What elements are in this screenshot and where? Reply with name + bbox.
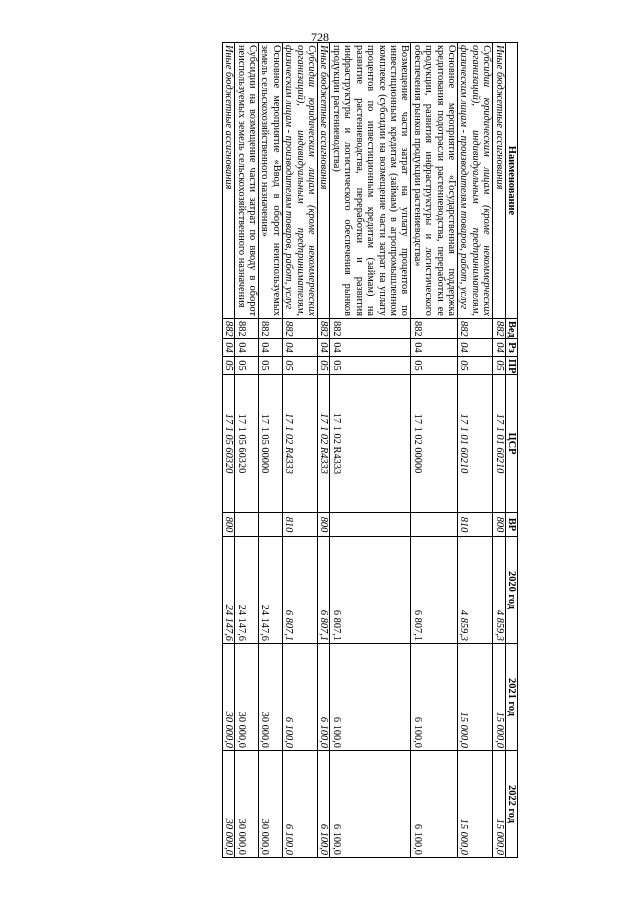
cell-vr (259, 513, 283, 537)
cell-vr (330, 513, 411, 537)
header-2021: 2021 год (505, 644, 517, 751)
table-row (411, 43, 458, 858)
cell-csr: 17 1 05 60320 (235, 375, 259, 513)
cell-pr: 05 (235, 357, 259, 375)
cell-ved: 882 (318, 319, 330, 339)
cell-rz: 04 (282, 339, 317, 357)
cell-ved: 882 (259, 319, 283, 339)
cell-rz: 04 (235, 339, 259, 357)
cell-2021: 30 000,0 (222, 644, 234, 751)
cell-2022: 30 000,0 (235, 751, 259, 858)
cell-name: Иные бюджетные ассигнования (318, 43, 330, 319)
table-row (318, 43, 330, 858)
cell-2021: 6 100,0 (318, 644, 330, 751)
cell-name: Иные бюджетные ассигнования (493, 43, 505, 319)
cell-vr (235, 513, 259, 537)
cell-csr: 17 1 02 R4333 (282, 375, 317, 513)
header-csr: ЦСР (505, 375, 517, 513)
cell-rz: 04 (259, 339, 283, 357)
cell-2020: 6 807,1 (330, 537, 411, 644)
cell-name: Субсидии на возмещение части затрат по вводу в оборот неиспользуемых земель сельскохозяйственного назначения (235, 43, 259, 319)
cell-csr: 17 1 02 R4333 (318, 375, 330, 513)
cell-pr: 05 (222, 357, 234, 375)
cell-2022: 15 000,0 (493, 751, 505, 858)
cell-2022: 6 100,0 (318, 751, 330, 858)
cell-rz: 04 (493, 339, 505, 357)
cell-name: Субсидии юридическим лицам (кроме некоммерческих организаций), индивидуальным предпринимателям, физическим лицам - производителям товаров, работ, услуг (457, 43, 492, 319)
table-header-row (505, 43, 517, 858)
header-rz: Рз (505, 339, 517, 357)
cell-2022: 6 100,0 (411, 751, 458, 858)
cell-ved: 882 (493, 319, 505, 339)
cell-pr: 05 (411, 357, 458, 375)
cell-csr: 17 1 05 60320 (222, 375, 234, 513)
cell-vr: 800 (493, 513, 505, 537)
header-2022: 2022 год (505, 751, 517, 858)
cell-2020: 24 147,6 (235, 537, 259, 644)
cell-name: Субсидии юридическим лицам (кроме некоммерческих организаций), индивидуальным предпринимателям, физическим лицам - производителям товаров, работ, услуг (282, 43, 317, 319)
cell-pr: 05 (259, 357, 283, 375)
header-name: Наименование (505, 43, 517, 319)
cell-2021: 15 000,0 (493, 644, 505, 751)
cell-vr (411, 513, 458, 537)
cell-2022: 6 100,0 (282, 751, 317, 858)
table-row (235, 43, 259, 858)
cell-2021: 6 100,0 (282, 644, 317, 751)
header-ved: Вед (505, 319, 517, 339)
cell-rz: 04 (330, 339, 411, 357)
cell-ved: 882 (282, 319, 317, 339)
cell-2020: 6 807,1 (411, 537, 458, 644)
cell-2020: 6 807,1 (282, 537, 317, 644)
cell-vr: 810 (457, 513, 492, 537)
cell-ved: 882 (330, 319, 411, 339)
header-vr: ВР (505, 513, 517, 537)
cell-name: Возмещение части затрат на уплату процентов по инвестиционным кредитам (займам) в агропромышленном комплексе (субсидии на возмещение части затрат на уплату процентов по инвестиционным кредитам (займам) на развитие растениеводства, переработки и развития инфраструктуры и логистического обеспечения рынков продукции растениеводства) (330, 43, 411, 319)
table-row (457, 43, 492, 858)
cell-2022: 6 100,0 (330, 751, 411, 858)
cell-2021: 30 000,0 (235, 644, 259, 751)
cell-2021: 6 100,0 (330, 644, 411, 751)
cell-name: Иные бюджетные ассигнования (222, 43, 234, 319)
cell-2021: 6 100,0 (411, 644, 458, 751)
table-row (282, 43, 317, 858)
cell-csr: 17 1 01 60210 (493, 375, 505, 513)
cell-2022: 15 000,0 (457, 751, 492, 858)
cell-csr: 17 1 02 00000 (411, 375, 458, 513)
cell-vr: 800 (222, 513, 234, 537)
cell-2020: 6 807,1 (318, 537, 330, 644)
cell-2020: 4 859,3 (457, 537, 492, 644)
cell-2022: 30 000,0 (222, 751, 234, 858)
cell-pr: 05 (493, 357, 505, 375)
cell-pr: 05 (330, 357, 411, 375)
header-pr: ПР (505, 357, 517, 375)
cell-rz: 04 (222, 339, 234, 357)
cell-vr: 810 (282, 513, 317, 537)
cell-2020: 4 859,3 (493, 537, 505, 644)
cell-pr: 05 (457, 357, 492, 375)
rotated-table-container (86, 42, 518, 857)
cell-csr: 17 1 01 60210 (457, 375, 492, 513)
header-2020: 2020 год (505, 537, 517, 644)
cell-vr: 800 (318, 513, 330, 537)
table-row (259, 43, 283, 858)
cell-ved: 882 (411, 319, 458, 339)
cell-2022: 30 000,0 (259, 751, 283, 858)
cell-name: Основное мероприятие «Государственная поддержка кредитования подотрасли растениеводства, переработки ее продукции, развития инфраструктуры и логистического обеспечения рынков продукции растениеводства» (411, 43, 458, 319)
cell-2020: 24 147,6 (222, 537, 234, 644)
cell-ved: 882 (457, 319, 492, 339)
page-number: 728 (311, 30, 329, 44)
cell-2020: 24 147,6 (259, 537, 283, 644)
cell-name: Основное мероприятие «Ввод в оборот неиспользуемых земель сельскохозяйственного назначения» (259, 43, 283, 319)
cell-csr: 17 1 05 00000 (259, 375, 283, 513)
table-row (330, 43, 411, 858)
budget-table (222, 42, 518, 858)
cell-ved: 882 (235, 319, 259, 339)
cell-pr: 05 (282, 357, 317, 375)
cell-ved: 882 (222, 319, 234, 339)
cell-rz: 04 (457, 339, 492, 357)
cell-2021: 30 000,0 (259, 644, 283, 751)
cell-rz: 04 (411, 339, 458, 357)
cell-csr: 17 1 02 R4333 (330, 375, 411, 513)
cell-pr: 05 (318, 357, 330, 375)
cell-rz: 04 (318, 339, 330, 357)
table-row (222, 43, 234, 858)
table-row (493, 43, 505, 858)
cell-2021: 15 000,0 (457, 644, 492, 751)
